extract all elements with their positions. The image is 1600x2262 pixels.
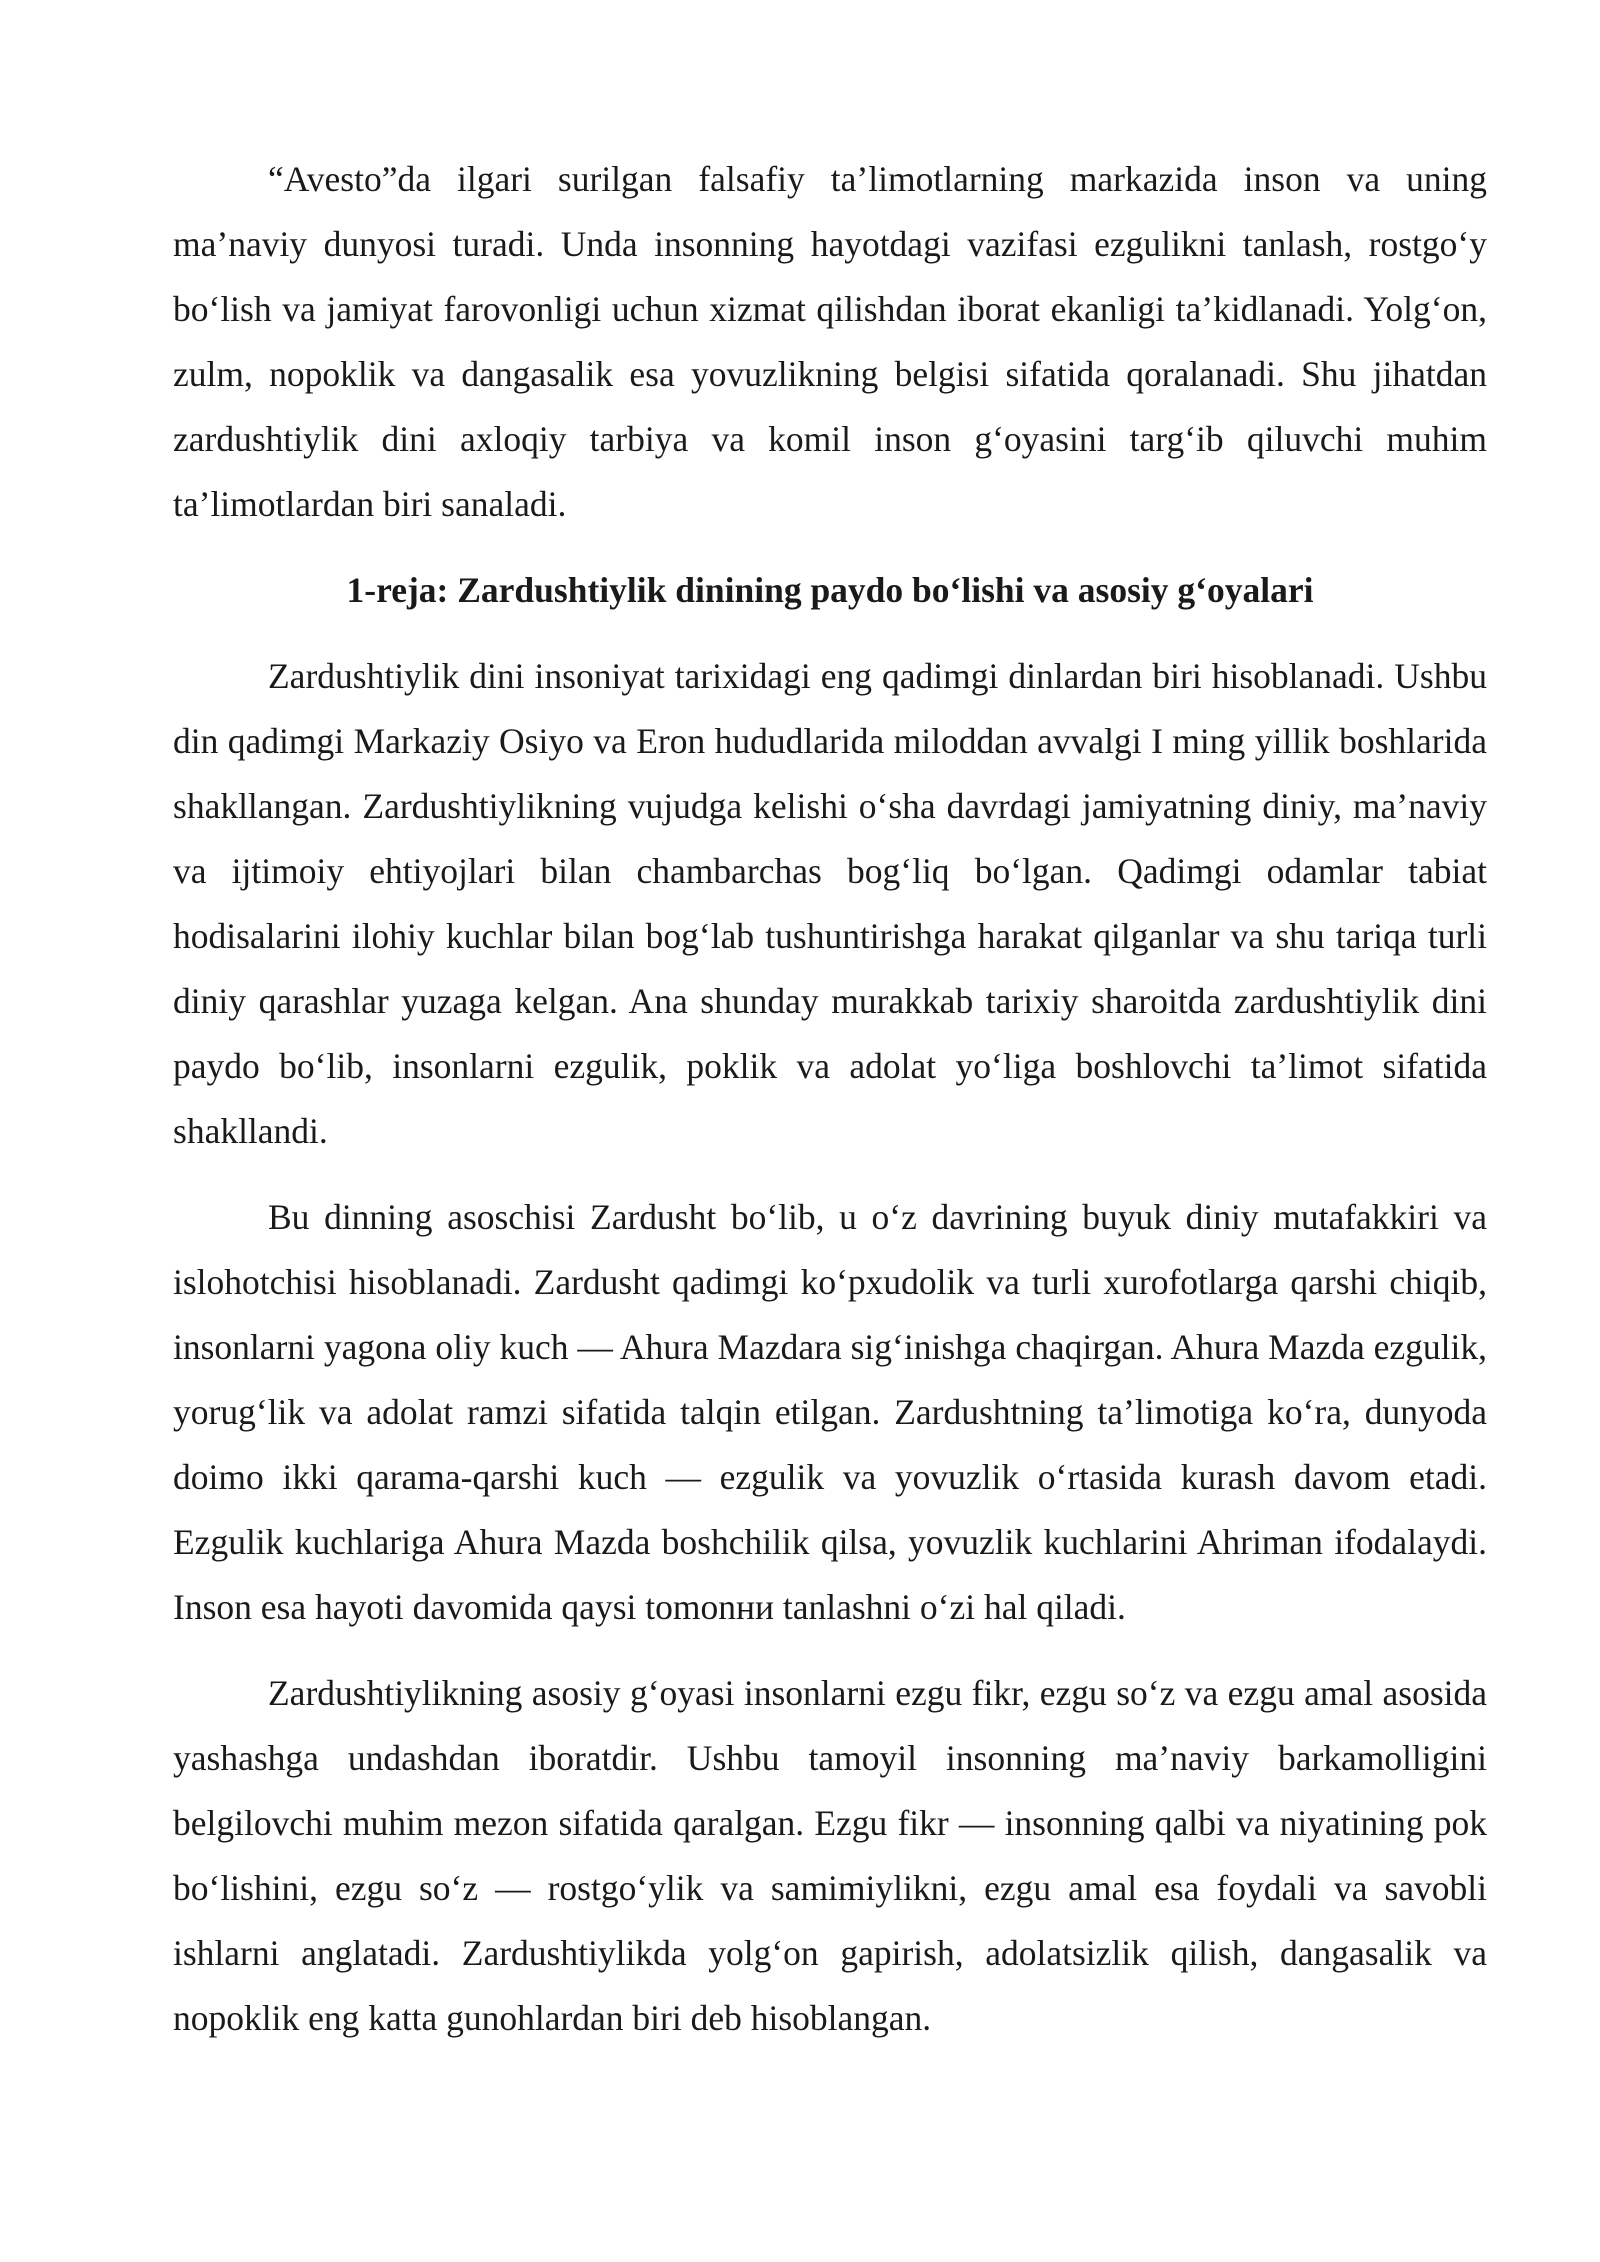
section-heading: 1-reja: Zardushtiylik dinining paydo bo‘lishi va asosiy g‘oyalari [346, 570, 1314, 610]
paragraph-main-idea: Zardushtiylikning asosiy g‘oyasi insonlarni ezgu fikr, ezgu so‘z va ezgu amal asosida yashashga undashdan iboratdir. Ushbu tamoyil insonning ma’naviy barkamolligini belgilovchi muhim mezon sifatida qaralgan. Ezgu fikr — insonning qalbi va niyatining pok bo‘lishini, ezgu so‘z — rostgo‘ylik va samimiylikni, ezgu amal esa foydali va savobli ishlarni anglatadi. Zardushtiylikda yolg‘on gapirish, adolatsizlik qilish, dangasalik va nopoklik eng katta gunohlardan biri deb hisoblangan. [173, 1673, 1487, 2038]
paragraph-intro: “Avesto”da ilgari surilgan falsafiy ta’limotlarning markazida inson va uning ma’naviy dunyosi turadi. Unda insonning hayotdagi vazifasi ezgulikni tanlash, rostgo‘y bo‘lish va jamiyat farovonligi uchun xizmat qilishdan iborat ekanligi ta’kidlanadi. Yolg‘on, zulm, nopoklik va dangasalik esa yovuzlikning belgisi sifatida qoralanadi. Shu jihatdan zardushtiylik dini axloqiy tarbiya va komil inson g‘oyasini targ‘ib qiluvchi muhim ta’limotlardan biri sanaladi. [173, 159, 1487, 524]
paragraph-founder: Bu dinning asoschisi Zardusht bo‘lib, u o‘z davrining buyuk diniy mutafakkiri va islohotchisi hisoblanadi. Zardusht qadimgi ko‘pxudolik va turli xurofotlarga qarshi chiqib, insonlarni yagona oliy kuch — Ahura Mazdara sig‘inishga chaqirgan. Ahura Mazda ezgulik, yorug‘lik va adolat ramzi sifatida talqin etilgan. Zardushtning ta’limotiga ko‘ra, dunyoda doimo ikki qarama-qarshi kuch — ezgulik va yovuzlik o‘rtasida kurash davom etadi. Ezgulik kuchlariga Ahura Mazda boshchilik qilsa, yovuzlik kuchlarini Ahriman ifodalaydi. Inson esa hayoti davomida qaysi tomonни tanlashni o‘zi hal qiladi. [173, 1197, 1487, 1627]
document-page [173, 147, 1487, 2072]
paragraph-origin: Zardushtiylik dini insoniyat tarixidagi eng qadimgi dinlardan biri hisoblanadi. Ushbu din qadimgi Markaziy Osiyo va Eron hududlarida miloddan avvalgi I ming yillik boshlarida shakllangan. Zardushtiylikning vujudga kelishi o‘sha davrdagi jamiyatning diniy, ma’naviy va ijtimoiy ehtiyojlari bilan chambarchas bog‘liq bo‘lgan. Qadimgi odamlar tabiat hodisalarini ilohiy kuchlar bilan bog‘lab tushuntirishga harakat qilganlar va shu tariqa turli diniy qarashlar yuzaga kelgan. Ana shunday murakkab tarixiy sharoitda zardushtiylik dini paydo bo‘lib, insonlarni ezgulik, poklik va adolat yo‘liga boshlovchi ta’limot sifatida shakllandi. [173, 656, 1487, 1151]
